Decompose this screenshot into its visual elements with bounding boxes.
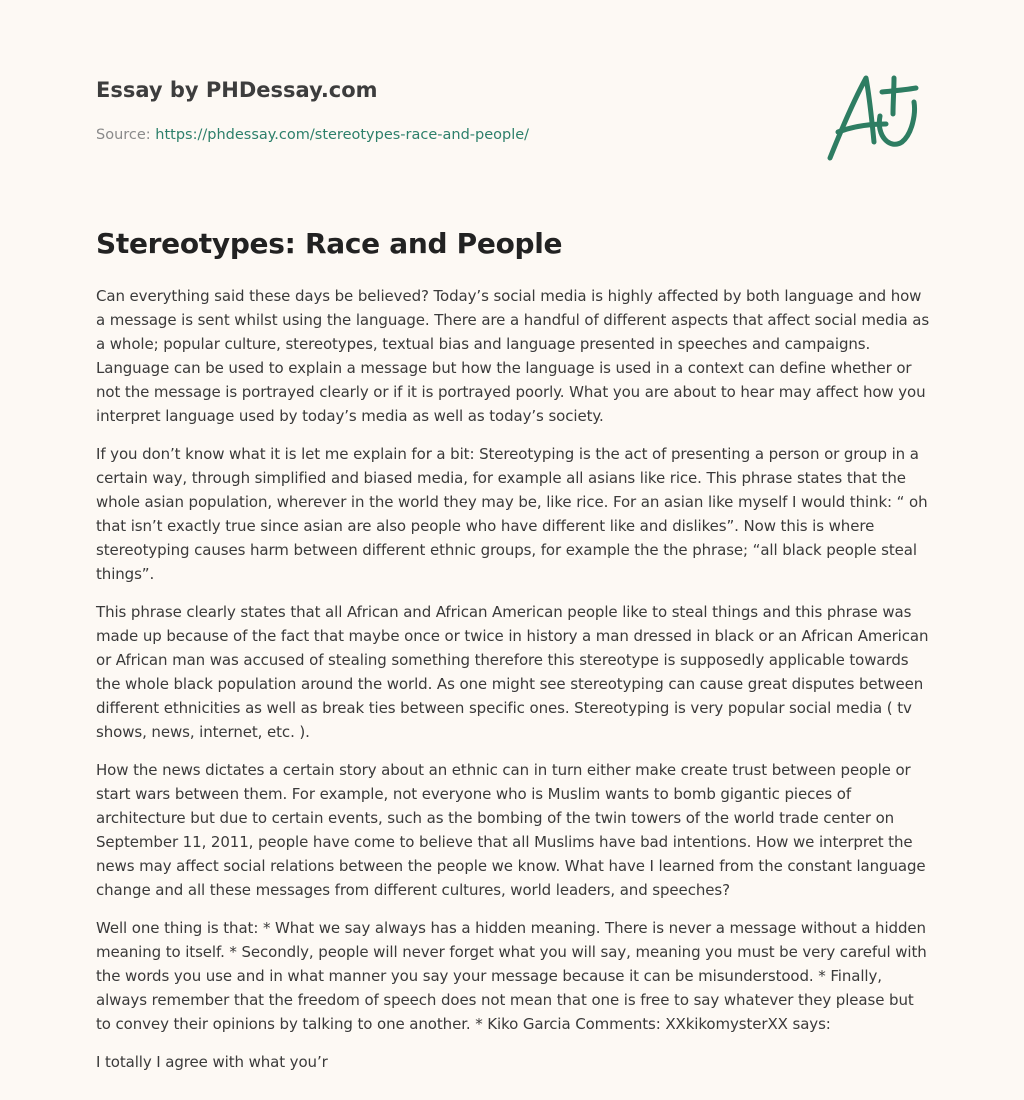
source-link[interactable]: https://phdessay.com/stereotypes-race-and-people/ <box>155 127 530 143</box>
essay-paragraph: Can everything said these days be believed? Today’s social media is highly affected by both language and how a message is sent whilst using the language. There are a handful of different aspects that affect social media as a whole; popular culture, stereotypes, textual bias and language presented in speeches and campaigns. Language can be used to explain a message but how the language is used in a context can define whether or not the message is portrayed clearly or if it is portrayed poorly. What you are about to hear may affect how you interpret language used by today’s media as well as today’s society. <box>96 287 930 425</box>
site-title: Essay by PHDessay.com <box>96 78 378 102</box>
a-plus-logo-icon <box>820 66 932 170</box>
essay-paragraph: If you don’t know what it is let me explain for a bit: Stereotyping is the act of presenting a person or group in a certain way, through simplified and biased media, for example all asians like rice. This phrase states that the whole asian population, wherever in the world they may be, like rice. For an asian like myself I would think: “ oh that isn’t exactly true since asian are also people who have different like and dislikes”. Now this is where stereotyping causes harm between different ethnic groups, for example the the phrase; “all black people steal things”. <box>96 445 928 583</box>
essay-body <box>96 284 932 1088</box>
essay-paragraph: Well one thing is that: * What we say always has a hidden meaning. There is never a message without a hidden meaning to itself. * Secondly, people will never forget what you will say, meaning you must be very careful with the words you use and in what manner you say your message because it can be misunderstood. * Finally, always remember that the freedom of speech does not mean that one is free to say whatever they please but to convey their opinions by talking to one another. * Kiko Garcia Comments: XXkikomysterXX says: <box>96 919 927 1033</box>
source-line <box>96 125 796 145</box>
essay-paragraph: How the news dictates a certain story about an ethnic can in turn either make create trust between people or start wars between them. For example, not everyone who is Muslim wants to bomb gigantic pieces of architecture but due to certain events, such as the bombing of the twin towers of the world trade center on September 11, 2011, people have come to believe that all Muslims have bad intentions. How we interpret the news may affect social relations between the people we know. What have I learned from the constant language change and all these messages from different cultures, world leaders, and speeches? <box>96 761 926 899</box>
source-label: Source: <box>96 127 151 143</box>
essay-title: Stereotypes: Race and People <box>96 227 563 260</box>
essay-paragraph: I totally I agree with what you’r <box>96 1053 328 1071</box>
page-header <box>96 76 796 145</box>
essay-paragraph: This phrase clearly states that all African and African American people like to steal things and this phrase was made up because of the fact that maybe once or twice in history a man dressed in black or an African American or African man was accused of stealing something therefore this stereotype is supposedly applicable towards the whole black population around the world. As one might see stereotyping can cause great disputes between different ethnicities as well as break ties between specific ones. Stereotyping is very popular social media ( tv shows, news, internet, etc. ). <box>96 603 929 741</box>
a-plus-logo <box>820 66 932 170</box>
